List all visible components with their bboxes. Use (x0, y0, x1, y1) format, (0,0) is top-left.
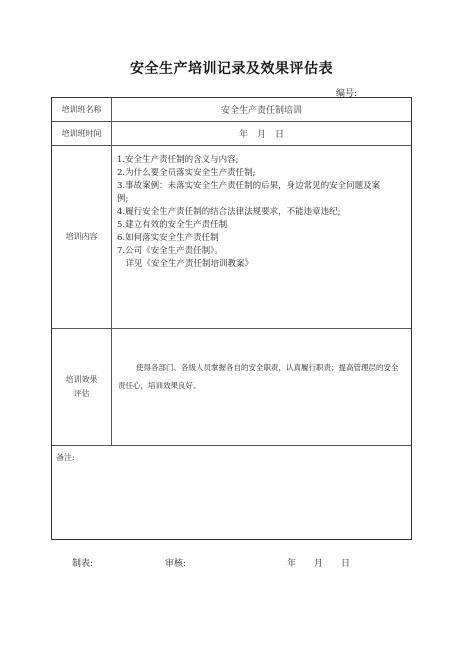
evaluation-label (52, 329, 112, 445)
content-item: 详见《安全生产责任制培训教案》 (117, 259, 254, 269)
evaluation-text: 使得各部门、各级人员掌握各自的安全职责，认真履行职责；提高管理层的安全责任心，培训效果良好。 (118, 363, 399, 390)
content-item: 7.公司《安全生产责任制》。 (117, 246, 223, 256)
content-item: 例; (117, 194, 129, 204)
content-item: 4.履行安全生产责任制的结合法律法规要求，不能违章违纪; (117, 207, 341, 217)
content-list (117, 154, 405, 271)
content-item: 2.为什么要全员落实安全生产责任制; (117, 168, 256, 178)
serial-number-label: 编号: (336, 89, 358, 99)
content-item: 6.如何落实安全生产责任制 (117, 233, 219, 243)
notes-label: 备注: (56, 453, 75, 462)
reviewer-label: 审核: (165, 559, 187, 569)
class-name-value: 安全生产责任制培训 (220, 106, 302, 116)
content-item: 5.建立有效的安全生产责任制 (117, 220, 228, 230)
content-row (52, 146, 411, 329)
class-time-row (52, 122, 411, 146)
evaluation-label-line2: 评估 (73, 389, 90, 398)
evaluation-row (52, 329, 411, 446)
class-name-row (52, 98, 411, 122)
maker-label: 制表: (72, 559, 94, 569)
evaluation-label-line1: 培训效果 (65, 375, 98, 384)
class-name-label: 培训班名称 (52, 98, 112, 121)
content-item: 1.安全生产责任制的含义与内容; (117, 155, 239, 165)
training-record-table (51, 97, 412, 540)
notes-row (52, 446, 411, 539)
class-time-label: 培训班时间 (52, 122, 112, 145)
class-time-value: 年 月 日 (238, 130, 284, 140)
date-label: 年 月 日 (287, 559, 351, 569)
content-item: 3.事故案例：未落实安全生产责任制的后果，身边常见的安全问题及案 (117, 181, 381, 191)
content-label: 培训内容 (52, 146, 112, 328)
form-title: 安全生产培训记录及效果评估表 (130, 61, 333, 77)
